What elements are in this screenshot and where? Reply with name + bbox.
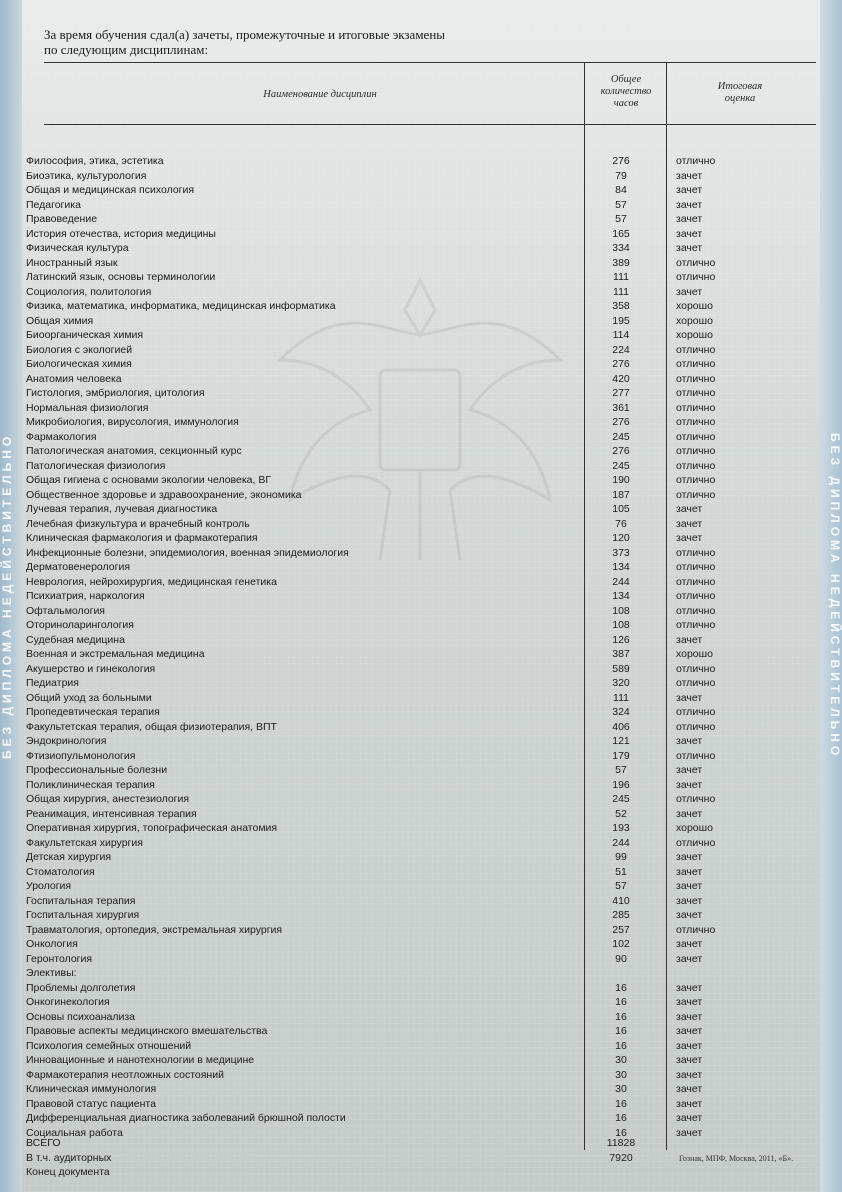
subject-name: Биоэтика, культурология <box>26 169 147 182</box>
subject-hours: 257 <box>612 923 630 936</box>
subject-name: Педиатрия <box>26 677 79 689</box>
column-header-hours <box>588 74 664 110</box>
subject-grade: хорошо <box>676 329 713 341</box>
subject-hours: 30 <box>615 1068 627 1081</box>
table-row <box>0 314 842 329</box>
subject-name: Правовой статус пациента <box>26 1097 156 1110</box>
subject-name: Психиатрия, наркология <box>26 590 145 602</box>
table-row <box>0 1039 842 1054</box>
subject-hours: 134 <box>612 561 630 573</box>
table-row <box>0 865 842 880</box>
subject-hours: 190 <box>612 474 630 486</box>
subject-grade: зачет <box>676 735 703 747</box>
subject-hours: 16 <box>615 1097 627 1110</box>
table-row <box>0 850 842 865</box>
subject-hours: 16 <box>615 981 627 994</box>
table-row <box>0 169 842 184</box>
subject-name: Дифференциальная диагностика заболеваний брюшной полости <box>26 1112 346 1124</box>
subject-grade: отлично <box>676 793 716 805</box>
subject-hours: 179 <box>612 749 630 762</box>
table-row <box>0 908 842 923</box>
subject-grade: отлично <box>676 416 716 428</box>
right-strip-text: БЕЗ ДИПЛОМА НЕДЕЙСТВИТЕЛЬНО <box>828 432 842 760</box>
subject-grade: хорошо <box>676 822 713 834</box>
table-row <box>0 734 842 749</box>
subject-name: Оперативная хирургия, топографическая анатомия <box>26 822 278 834</box>
subject-grade: зачет <box>676 778 703 791</box>
subject-hours: 410 <box>612 894 630 907</box>
subject-grade: зачет <box>676 909 703 921</box>
subject-hours: 105 <box>612 503 630 515</box>
subject-name: Пропедевтическая терапия <box>26 706 160 718</box>
table-row <box>0 517 842 532</box>
table-row <box>0 589 842 604</box>
hours-header-line-3: часов <box>613 98 639 109</box>
subject-grade: зачет <box>676 1039 703 1052</box>
subject-hours: 121 <box>612 735 630 747</box>
subject-grade: отлично <box>676 474 716 486</box>
subject-name: Факультетская терапия, общая физиотерапия, ВПТ <box>26 720 277 733</box>
subject-grade: отлично <box>676 358 716 370</box>
auditory-hours-label: В т.ч. аудиторных <box>26 1152 112 1164</box>
subject-hours: 589 <box>612 662 630 675</box>
subject-grade: зачет <box>676 981 703 994</box>
subject-grade: хорошо <box>676 314 713 327</box>
subject-name: Стоматология <box>26 865 95 878</box>
subject-name: Биологическая химия <box>26 358 132 370</box>
subject-name: Иностранный язык <box>26 256 118 269</box>
subject-grade: отлично <box>676 387 716 399</box>
printer-imprint: Гознак, МПФ, Москва, 2011, «Б». <box>679 1154 794 1163</box>
subject-hours: 193 <box>612 822 630 834</box>
table-row <box>0 879 842 894</box>
subject-name: Акушерство и гинекология <box>26 662 156 675</box>
subject-hours: 84 <box>615 184 627 196</box>
subject-name: Фармакология <box>26 430 97 443</box>
subject-grade: зачет <box>676 894 703 907</box>
table-row <box>0 836 842 851</box>
subject-grade: зачет <box>676 880 703 892</box>
subject-grade: зачет <box>676 213 703 225</box>
table-row <box>0 749 842 764</box>
subject-name: Правоведение <box>26 213 98 225</box>
subject-name: Реанимация, интенсивная терапия <box>26 807 197 820</box>
table-row <box>0 952 842 967</box>
subject-hours: 114 <box>612 329 630 341</box>
subject-name: Проблемы долголетия <box>26 981 136 994</box>
subject-grade: отлично <box>676 430 716 443</box>
subject-grade: отлично <box>676 546 716 559</box>
subject-name: Клиническая фармакология и фармакотерапия <box>26 532 258 544</box>
table-row <box>0 343 842 358</box>
subject-name: Неврология, нейрохирургия, медицинская генетика <box>26 575 277 588</box>
subject-name: Урология <box>26 880 72 892</box>
subject-name: Фтизиопульмонология <box>26 749 136 762</box>
table-row <box>0 488 842 503</box>
subject-name: Клиническая иммунология <box>26 1083 157 1095</box>
subject-hours: 102 <box>612 938 630 950</box>
subject-grade: зачет <box>676 851 703 863</box>
subject-hours: 120 <box>612 532 630 544</box>
table-row <box>0 430 842 445</box>
subject-name: Педагогика <box>26 198 81 211</box>
subject-grade: отлично <box>676 604 716 617</box>
subject-hours: 52 <box>615 807 627 820</box>
subject-name: Физика, математика, информатика, медицинская информатика <box>26 300 336 312</box>
subject-hours: 99 <box>615 851 627 863</box>
subject-grade: зачет <box>676 503 703 515</box>
subject-name: Оториноларингология <box>26 619 134 631</box>
table-row <box>0 575 842 590</box>
table-row <box>0 502 842 517</box>
table-row <box>0 299 842 314</box>
subject-grade: зачет <box>676 952 703 965</box>
subject-grade: отлично <box>676 749 716 762</box>
subject-hours: 277 <box>612 387 630 399</box>
heading-line-2: по следующим дисциплинам: <box>44 42 209 57</box>
subject-hours: 111 <box>613 271 629 283</box>
table-top-rule <box>44 62 816 63</box>
subject-grade: отлично <box>676 619 716 631</box>
subject-name: Поликлиническая терапия <box>26 778 155 791</box>
subject-name: Социальная работа <box>26 1126 123 1139</box>
subject-grade: отлично <box>676 720 716 733</box>
subject-grade: зачет <box>676 285 703 298</box>
subject-hours: 276 <box>612 155 630 167</box>
subject-hours: 108 <box>612 604 630 617</box>
subject-name: История отечества, история медицины <box>26 227 216 240</box>
subject-hours: 387 <box>612 648 630 660</box>
subject-hours: 420 <box>612 372 630 385</box>
subject-hours: 111 <box>613 691 629 704</box>
subject-hours: 334 <box>612 242 630 254</box>
subject-name: Госпитальная хирургия <box>26 909 140 921</box>
subject-hours: 134 <box>612 590 630 602</box>
subject-name: Общая хирургия, анестезиология <box>26 793 190 805</box>
subject-name: Офтальмология <box>26 604 105 617</box>
subject-name: Социология, политология <box>26 285 152 298</box>
subject-hours: 16 <box>615 1010 627 1023</box>
subject-hours: 244 <box>612 836 630 849</box>
subject-hours: 165 <box>612 227 630 240</box>
subject-name: Общественное здоровье и здравоохранение, экономика <box>26 488 302 501</box>
table-row <box>0 821 842 836</box>
subject-hours: 79 <box>615 169 627 182</box>
column-header-grade <box>690 81 790 105</box>
column-header-name: Наименование дисциплин <box>263 89 377 100</box>
subject-hours: 245 <box>612 793 630 805</box>
table-row <box>0 618 842 633</box>
subject-hours: 373 <box>612 546 630 559</box>
subject-grade: зачет <box>676 1112 703 1124</box>
table-row <box>0 328 842 343</box>
subject-hours: 276 <box>612 445 630 457</box>
subject-hours: 285 <box>612 909 630 921</box>
subject-hours: 245 <box>612 430 630 443</box>
subject-grade: отлично <box>676 923 716 936</box>
subject-hours: 324 <box>612 706 630 718</box>
subject-hours: 90 <box>615 952 627 965</box>
subject-grade: зачет <box>676 242 703 254</box>
subject-hours: 361 <box>612 401 630 414</box>
subject-hours: 276 <box>612 416 630 428</box>
subject-name: Лечебная физкультура и врачебный контроль <box>26 517 250 530</box>
hours-header-line-2: количество <box>600 86 652 97</box>
table-row <box>0 923 842 938</box>
subject-hours: 16 <box>615 1126 627 1139</box>
table-row <box>0 560 842 575</box>
table-row <box>0 662 842 677</box>
subject-grade: зачет <box>676 169 703 182</box>
subject-name: Лучевая терапия, лучевая диагностика <box>26 503 218 515</box>
subject-grade: хорошо <box>676 300 713 312</box>
subject-grade: отлично <box>676 561 716 573</box>
subject-hours: 358 <box>612 300 630 312</box>
subject-name: Основы психоанализа <box>26 1010 135 1023</box>
table-row <box>0 183 842 198</box>
subject-hours: 76 <box>615 517 627 530</box>
table-row <box>0 720 842 735</box>
subject-grade: зачет <box>676 227 703 240</box>
subject-hours: 16 <box>615 996 627 1008</box>
subject-hours: 111 <box>613 285 629 298</box>
table-row <box>0 241 842 256</box>
subject-grade: зачет <box>676 517 703 530</box>
subject-hours: 187 <box>612 488 630 501</box>
table-row <box>0 981 842 996</box>
table-row <box>0 444 842 459</box>
subject-grade: отлично <box>676 590 716 602</box>
subject-grade: зачет <box>676 1010 703 1023</box>
heading-line-1: За время обучения сдал(а) зачеты, промежуточные и итоговые экзамены <box>44 27 446 42</box>
subject-hours: 389 <box>612 256 630 269</box>
table-row <box>0 792 842 807</box>
subject-name: Фармакотерапия неотложных состояний <box>26 1068 224 1081</box>
table-row <box>0 227 842 242</box>
subject-name: Факультетская хирургия <box>26 836 143 849</box>
subject-hours: 195 <box>612 314 630 327</box>
subject-name: Правовые аспекты медицинского вмешательства <box>26 1025 268 1037</box>
subject-hours: 320 <box>612 677 630 689</box>
subject-name: Микробиология, вирусология, иммунология <box>26 416 239 428</box>
subject-name: Философия, этика, эстетика <box>26 155 164 167</box>
table-row <box>0 807 842 822</box>
table-row <box>0 937 842 952</box>
table-row <box>0 285 842 300</box>
table-row <box>0 1111 842 1126</box>
subject-grade: зачет <box>676 198 703 211</box>
subject-grade: отлично <box>676 155 716 167</box>
subject-hours: 30 <box>615 1083 627 1095</box>
grade-header-line-1: Итоговая <box>717 81 763 92</box>
subject-name: Травматология, ортопедия, экстремальная хирургия <box>26 923 283 936</box>
subject-grade: отлично <box>676 372 716 385</box>
subject-name: Общая химия <box>26 314 94 327</box>
subject-grade: хорошо <box>676 648 713 660</box>
subject-grade: зачет <box>676 764 703 776</box>
table-row <box>0 1097 842 1112</box>
table-row <box>0 154 842 169</box>
subject-hours: 57 <box>615 764 627 776</box>
subject-grade: зачет <box>676 996 703 1008</box>
table-row <box>0 212 842 227</box>
subject-name: Госпитальная терапия <box>26 894 136 907</box>
subject-name: Онкогинекология <box>26 996 110 1008</box>
left-strip-text: БЕЗ ДИПЛОМА НЕДЕЙСТВИТЕЛЬНО <box>0 432 14 760</box>
subject-grade: зачет <box>676 532 703 544</box>
table-row <box>0 1082 842 1097</box>
grade-header-line-2: оценка <box>724 93 756 104</box>
subject-hours: 51 <box>615 865 627 878</box>
subject-name: Дерматовенерология <box>26 561 131 573</box>
subject-grade: зачет <box>676 1068 703 1081</box>
table-row <box>0 894 842 909</box>
subject-grade: отлично <box>676 662 716 675</box>
table-row <box>0 1126 842 1141</box>
subject-name: Психология семейных отношений <box>26 1039 192 1052</box>
subject-hours: 224 <box>612 343 630 356</box>
table-row <box>0 1024 842 1039</box>
subject-name: Общая гигиена с основами экологии человека, ВГ <box>26 474 272 486</box>
total-label: ВСЕГО <box>26 1137 61 1149</box>
subject-grade: отлично <box>676 575 716 588</box>
subject-name: Патологическая физиология <box>26 459 166 472</box>
total-value: 11828 <box>606 1137 636 1149</box>
table-row <box>0 1068 842 1083</box>
subject-name: Эндокринология <box>26 735 107 747</box>
hours-header-line-1: Общее <box>610 74 642 85</box>
subject-grade: отлично <box>676 401 716 414</box>
subject-name: Нормальная физиология <box>26 401 149 414</box>
table-row <box>0 357 842 372</box>
subject-hours: 245 <box>612 459 630 472</box>
table-row <box>0 401 842 416</box>
table-row <box>0 270 842 285</box>
table-row <box>0 546 842 561</box>
table-row <box>0 763 842 778</box>
subject-grade: зачет <box>676 1126 703 1139</box>
subject-grade: отлично <box>676 271 716 283</box>
subject-hours: 196 <box>612 778 630 791</box>
subject-grade: отлично <box>676 677 716 689</box>
table-header-rule <box>44 124 816 125</box>
subject-name: Общая и медицинская психология <box>26 184 195 196</box>
subject-grade: зачет <box>676 1097 703 1110</box>
table-row <box>0 676 842 691</box>
subject-grade: отлично <box>676 836 716 849</box>
subject-name: Латинский язык, основы терминологии <box>26 271 216 283</box>
subject-grade: зачет <box>676 938 703 950</box>
document-heading <box>44 27 544 57</box>
subject-name: Детская хирургия <box>26 851 111 863</box>
table-row <box>0 705 842 720</box>
subject-name: Судебная медицина <box>26 633 125 646</box>
subject-hours: 406 <box>612 720 630 733</box>
subject-grade: зачет <box>676 1025 703 1037</box>
table-row <box>0 1053 842 1068</box>
table-row <box>0 256 842 271</box>
table-row <box>0 633 842 648</box>
table-row <box>0 778 842 793</box>
table-row <box>0 966 842 981</box>
subject-grade: зачет <box>676 184 703 196</box>
table-row <box>0 604 842 619</box>
subject-grade: отлично <box>676 256 716 269</box>
table-row <box>0 473 842 488</box>
table-row <box>0 459 842 474</box>
subject-name: Анатомия человека <box>26 372 122 385</box>
subject-hours: 126 <box>612 633 630 646</box>
subject-name: Физическая культура <box>26 242 129 254</box>
subject-hours: 57 <box>615 213 627 225</box>
subject-name: Биоорганическая химия <box>26 329 144 341</box>
auditory-hours-value: 7920 <box>609 1152 633 1164</box>
subject-grade: зачет <box>676 633 703 646</box>
subject-grade: отлично <box>676 488 716 501</box>
subject-grade: отлично <box>676 445 716 457</box>
subject-name: Геронтология <box>26 952 93 965</box>
subject-name: Биология с экологией <box>26 343 133 356</box>
table-row <box>0 386 842 401</box>
subject-hours: 276 <box>612 358 630 370</box>
table-row <box>0 198 842 213</box>
subject-name: Профессиональные болезни <box>26 764 168 776</box>
subject-hours: 16 <box>615 1039 627 1052</box>
subject-name: Элективы: <box>26 967 77 979</box>
subject-grade: отлично <box>676 343 716 356</box>
subject-grade: зачет <box>676 1083 703 1095</box>
subject-hours: 57 <box>615 880 627 892</box>
subject-name: Военная и экстремальная медицина <box>26 648 205 660</box>
subject-name: Инновационные и нанотехнологии в медицине <box>26 1054 255 1066</box>
subject-grade: зачет <box>676 1054 703 1066</box>
table-row <box>0 1010 842 1025</box>
subject-hours: 108 <box>612 619 630 631</box>
subject-name: Гистология, эмбриология, цитология <box>26 387 205 399</box>
subject-name: Общий уход за больными <box>26 691 152 704</box>
subject-hours: 16 <box>615 1025 627 1037</box>
subject-hours: 57 <box>615 198 627 211</box>
table-row <box>0 372 842 387</box>
end-of-document-label: Конец документа <box>26 1166 110 1178</box>
table-row <box>0 415 842 430</box>
table-row <box>0 647 842 662</box>
subject-name: Инфекционные болезни, эпидемиология, военная эпидемиология <box>26 546 349 559</box>
subject-name: Онкология <box>26 938 78 950</box>
table-row <box>0 531 842 546</box>
subject-grade: отлично <box>676 706 716 718</box>
subject-name: Патологическая анатомия, секционный курс <box>26 445 242 457</box>
subject-grade: отлично <box>676 459 716 472</box>
subject-hours: 16 <box>615 1112 627 1124</box>
subject-grade: зачет <box>676 807 703 820</box>
subject-grade: зачет <box>676 691 703 704</box>
table-row <box>0 691 842 706</box>
subject-grade: зачет <box>676 865 703 878</box>
subject-hours: 30 <box>615 1054 627 1066</box>
table-row <box>0 995 842 1010</box>
subject-hours: 244 <box>612 575 630 588</box>
